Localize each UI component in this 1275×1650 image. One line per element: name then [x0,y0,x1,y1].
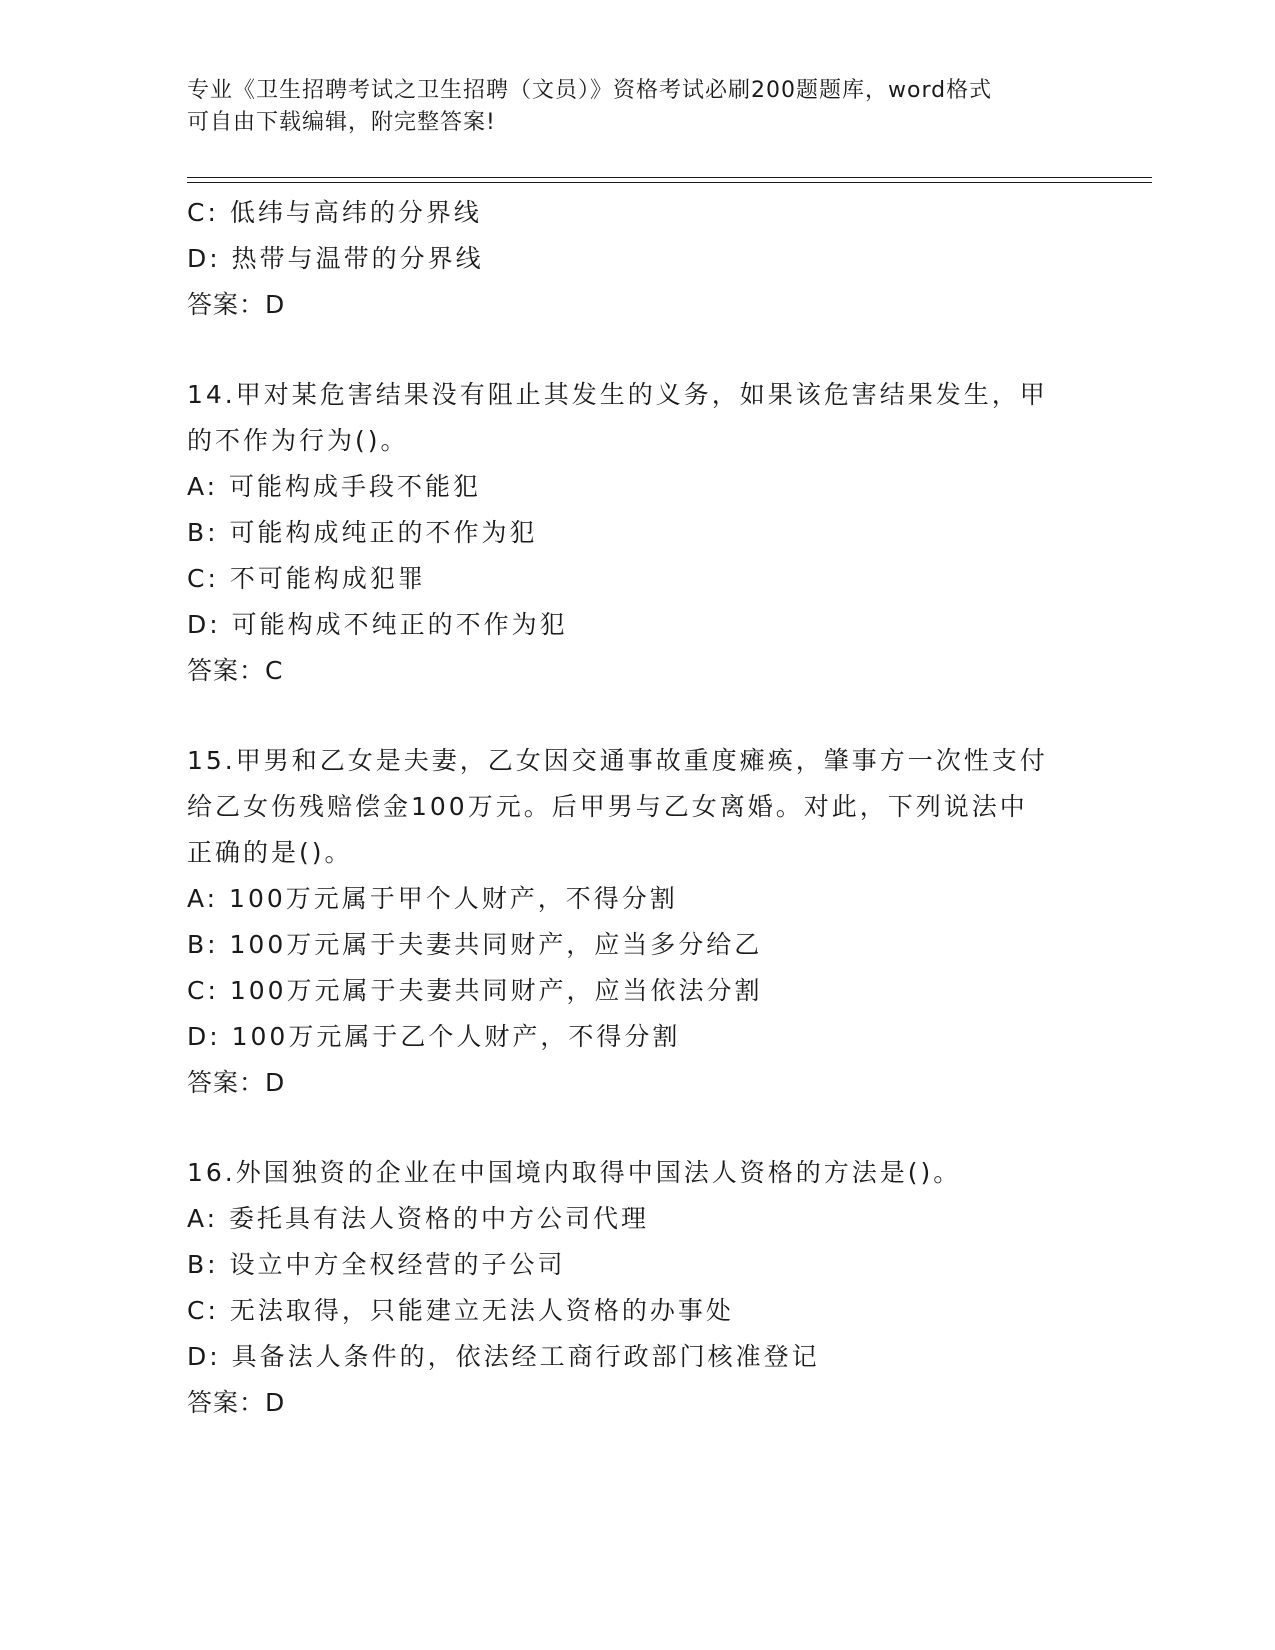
option-d: D: 可能构成不纯正的不作为犯 [187,610,568,639]
option-b: B: 100万元属于夫妻共同财产，应当多分给乙 [187,930,763,959]
option-c: C: 无法取得，只能建立无法人资格的办事处 [187,1296,734,1325]
header-divider-bottom [187,182,1152,183]
answer-line: 答案：C [187,656,284,685]
question-stem-line: 14.甲对某危害结果没有阻止其发生的义务，如果该危害结果发生，甲 [187,380,1048,409]
question-stem-line: 的不作为行为()。 [187,426,409,455]
question-14 [187,372,1087,694]
spacer [187,1106,1087,1150]
option-a: A: 可能构成手段不能犯 [187,472,482,501]
header-divider-top [187,177,1152,178]
spacer [187,694,1087,738]
header-title-line-2: 可自由下载编辑，附完整答案! [187,110,496,135]
question-stem-line: 给乙女伤残赔偿金100万元。后甲男与乙女离婚。对此，下列说法中 [187,792,1028,821]
option-c: C: 低纬与高纬的分界线 [187,198,482,227]
option-d: D: 热带与温带的分界线 [187,244,484,273]
option-b: B: 设立中方全权经营的子公司 [187,1250,566,1279]
page-header [187,75,1067,139]
option-d: D: 具备法人条件的，依法经工商行政部门核准登记 [187,1342,820,1371]
question-stem-line: 16.外国独资的企业在中国境内取得中国法人资格的方法是()。 [187,1158,962,1187]
question-15 [187,738,1087,1106]
option-c: C: 不可能构成犯罪 [187,564,426,593]
option-a: A: 100万元属于甲个人财产，不得分割 [187,884,678,913]
option-d: D: 100万元属于乙个人财产，不得分割 [187,1022,681,1051]
option-a: A: 委托具有法人资格的中方公司代理 [187,1204,650,1233]
option-b: B: 可能构成纯正的不作为犯 [187,518,538,547]
question-16 [187,1150,1087,1426]
question-list [187,190,1087,1426]
answer-line: 答案：D [187,290,286,319]
spacer [187,328,1087,372]
question-stem-line: 15.甲男和乙女是夫妻，乙女因交通事故重度瘫痪，肇事方一次性支付 [187,746,1048,775]
question-stem-line: 正确的是()。 [187,838,353,867]
header-title-line-1: 专业《卫生招聘考试之卫生招聘（文员）》资格考试必刷200题题库，word格式 [187,78,993,103]
option-c: C: 100万元属于夫妻共同财产，应当依法分割 [187,976,763,1005]
answer-line: 答案：D [187,1388,286,1417]
answer-line: 答案：D [187,1068,286,1097]
prev-question-tail [187,190,1087,328]
